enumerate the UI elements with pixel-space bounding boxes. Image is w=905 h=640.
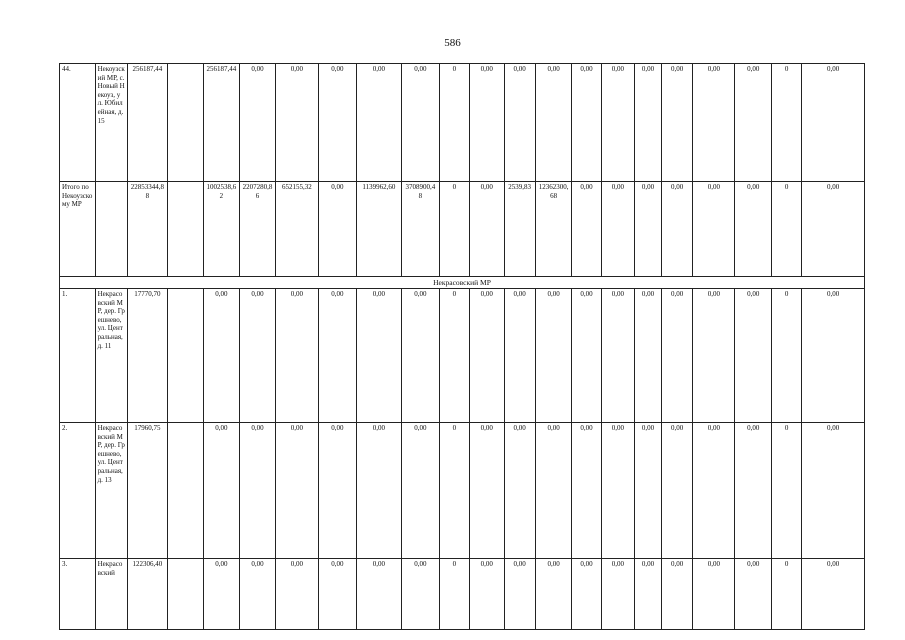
value-cell: 122306,40 <box>127 559 167 630</box>
address-cell: Некрасовский МР, дер. Грешнево, ул. Центральная, д. 13 <box>95 423 127 559</box>
value-cell: 0 <box>439 182 469 277</box>
value-cell: 0,00 <box>802 182 865 277</box>
value-cell: 0,00 <box>240 559 276 630</box>
section-row <box>60 277 865 289</box>
value-cell: 17960,75 <box>127 423 167 559</box>
table-body-bottom <box>60 289 865 630</box>
value-cell: 0,00 <box>693 289 735 423</box>
value-cell: 0,00 <box>572 64 601 182</box>
value-cell: 0,00 <box>504 423 535 559</box>
page-number: 586 <box>444 37 461 49</box>
value-cell: 0,00 <box>402 423 440 559</box>
value-cell: 0,00 <box>318 182 356 277</box>
value-cell: 0 <box>772 559 802 630</box>
value-cell <box>167 289 203 423</box>
value-cell: 0,00 <box>470 559 505 630</box>
value-cell: 12362300,68 <box>535 182 572 277</box>
value-cell: 652155,32 <box>275 182 318 277</box>
value-cell: 0,00 <box>635 289 662 423</box>
value-cell: 0,00 <box>693 182 735 277</box>
value-cell: 0,00 <box>504 64 535 182</box>
table-row <box>60 423 865 559</box>
table-row <box>60 182 865 277</box>
table-row <box>60 289 865 423</box>
table-row <box>60 559 865 630</box>
value-cell: 0,00 <box>240 289 276 423</box>
value-cell: 0,00 <box>535 64 572 182</box>
value-cell: 0,00 <box>470 289 505 423</box>
value-cell: 2207280,86 <box>240 182 276 277</box>
section-title: Некрасовский МР <box>60 277 865 289</box>
value-cell: 0,00 <box>535 289 572 423</box>
value-cell: 256187,44 <box>203 64 240 182</box>
value-cell: 0,00 <box>572 423 601 559</box>
row-number-cell: Итого по Некоузскому МР <box>60 182 96 277</box>
value-cell: 0,00 <box>635 64 662 182</box>
value-cell: 0,00 <box>203 423 240 559</box>
value-cell: 0,00 <box>802 289 865 423</box>
value-cell: 0 <box>772 423 802 559</box>
value-cell: 0 <box>772 289 802 423</box>
value-cell: 0,00 <box>735 289 772 423</box>
value-cell: 0,00 <box>203 289 240 423</box>
value-cell: 0,00 <box>318 559 356 630</box>
value-cell: 1002538,62 <box>203 182 240 277</box>
address-cell <box>95 182 127 277</box>
value-cell: 0,00 <box>802 423 865 559</box>
value-cell: 0,00 <box>535 423 572 559</box>
value-cell: 0,00 <box>356 423 401 559</box>
value-cell: 0,00 <box>356 559 401 630</box>
value-cell: 0,00 <box>662 559 693 630</box>
value-cell: 0,00 <box>240 423 276 559</box>
data-table <box>59 63 865 630</box>
value-cell: 2539,83 <box>504 182 535 277</box>
value-cell: 0 <box>439 64 469 182</box>
value-cell: 0,00 <box>601 182 634 277</box>
value-cell: 0,00 <box>470 182 505 277</box>
value-cell: 0,00 <box>318 289 356 423</box>
value-cell: 0,00 <box>662 64 693 182</box>
value-cell: 0,00 <box>693 423 735 559</box>
value-cell: 0,00 <box>275 423 318 559</box>
value-cell: 22853344,88 <box>127 182 167 277</box>
value-cell: 256187,44 <box>127 64 167 182</box>
table-body-top <box>60 64 865 277</box>
value-cell: 0,00 <box>735 182 772 277</box>
value-cell: 0,00 <box>735 423 772 559</box>
address-cell: Некрасовский <box>95 559 127 630</box>
value-cell: 17770,70 <box>127 289 167 423</box>
value-cell: 0,00 <box>693 559 735 630</box>
value-cell: 0,00 <box>662 182 693 277</box>
row-number-cell: 44. <box>60 64 96 182</box>
value-cell: 0,00 <box>635 559 662 630</box>
value-cell: 0,00 <box>635 423 662 559</box>
value-cell <box>167 64 203 182</box>
value-cell: 0 <box>439 559 469 630</box>
value-cell: 0,00 <box>240 64 276 182</box>
value-cell: 0,00 <box>356 64 401 182</box>
value-cell: 0,00 <box>356 289 401 423</box>
address-cell: Некоузский МР, с. Новый Некоуз, ул. Юбилейная, д. 15 <box>95 64 127 182</box>
value-cell: 0,00 <box>802 559 865 630</box>
value-cell: 0,00 <box>470 64 505 182</box>
value-cell: 0,00 <box>402 559 440 630</box>
value-cell: 0,00 <box>572 559 601 630</box>
row-number-cell: 1. <box>60 289 96 423</box>
value-cell: 0,00 <box>275 559 318 630</box>
table-row <box>60 64 865 182</box>
value-cell: 0,00 <box>203 559 240 630</box>
value-cell: 3708900,48 <box>402 182 440 277</box>
value-cell: 0,00 <box>535 559 572 630</box>
value-cell: 0,00 <box>802 64 865 182</box>
value-cell: 0,00 <box>601 289 634 423</box>
value-cell: 0,00 <box>735 559 772 630</box>
value-cell <box>167 182 203 277</box>
value-cell <box>167 423 203 559</box>
value-cell: 0,00 <box>601 559 634 630</box>
value-cell: 0,00 <box>601 64 634 182</box>
value-cell: 0,00 <box>635 182 662 277</box>
value-cell: 0,00 <box>275 289 318 423</box>
value-cell: 0,00 <box>572 289 601 423</box>
value-cell: 0,00 <box>662 423 693 559</box>
value-cell <box>167 559 203 630</box>
value-cell: 0,00 <box>662 289 693 423</box>
value-cell: 0,00 <box>402 289 440 423</box>
value-cell: 0,00 <box>504 289 535 423</box>
value-cell: 0,00 <box>402 64 440 182</box>
address-cell: Некрасовский МР, дер. Грешнево, ул. Центральная, д. 11 <box>95 289 127 423</box>
value-cell: 0,00 <box>318 423 356 559</box>
value-cell: 0 <box>439 423 469 559</box>
value-cell: 0,00 <box>601 423 634 559</box>
row-number-cell: 2. <box>60 423 96 559</box>
value-cell: 0,00 <box>318 64 356 182</box>
value-cell: 0,00 <box>470 423 505 559</box>
value-cell: 0,00 <box>735 64 772 182</box>
value-cell: 0,00 <box>693 64 735 182</box>
value-cell: 0,00 <box>275 64 318 182</box>
value-cell: 0 <box>772 64 802 182</box>
value-cell: 0 <box>772 182 802 277</box>
row-number-cell: 3. <box>60 559 96 630</box>
table-section <box>60 277 865 289</box>
value-cell: 0,00 <box>504 559 535 630</box>
value-cell: 0,00 <box>572 182 601 277</box>
value-cell: 1139962,60 <box>356 182 401 277</box>
value-cell: 0 <box>439 289 469 423</box>
